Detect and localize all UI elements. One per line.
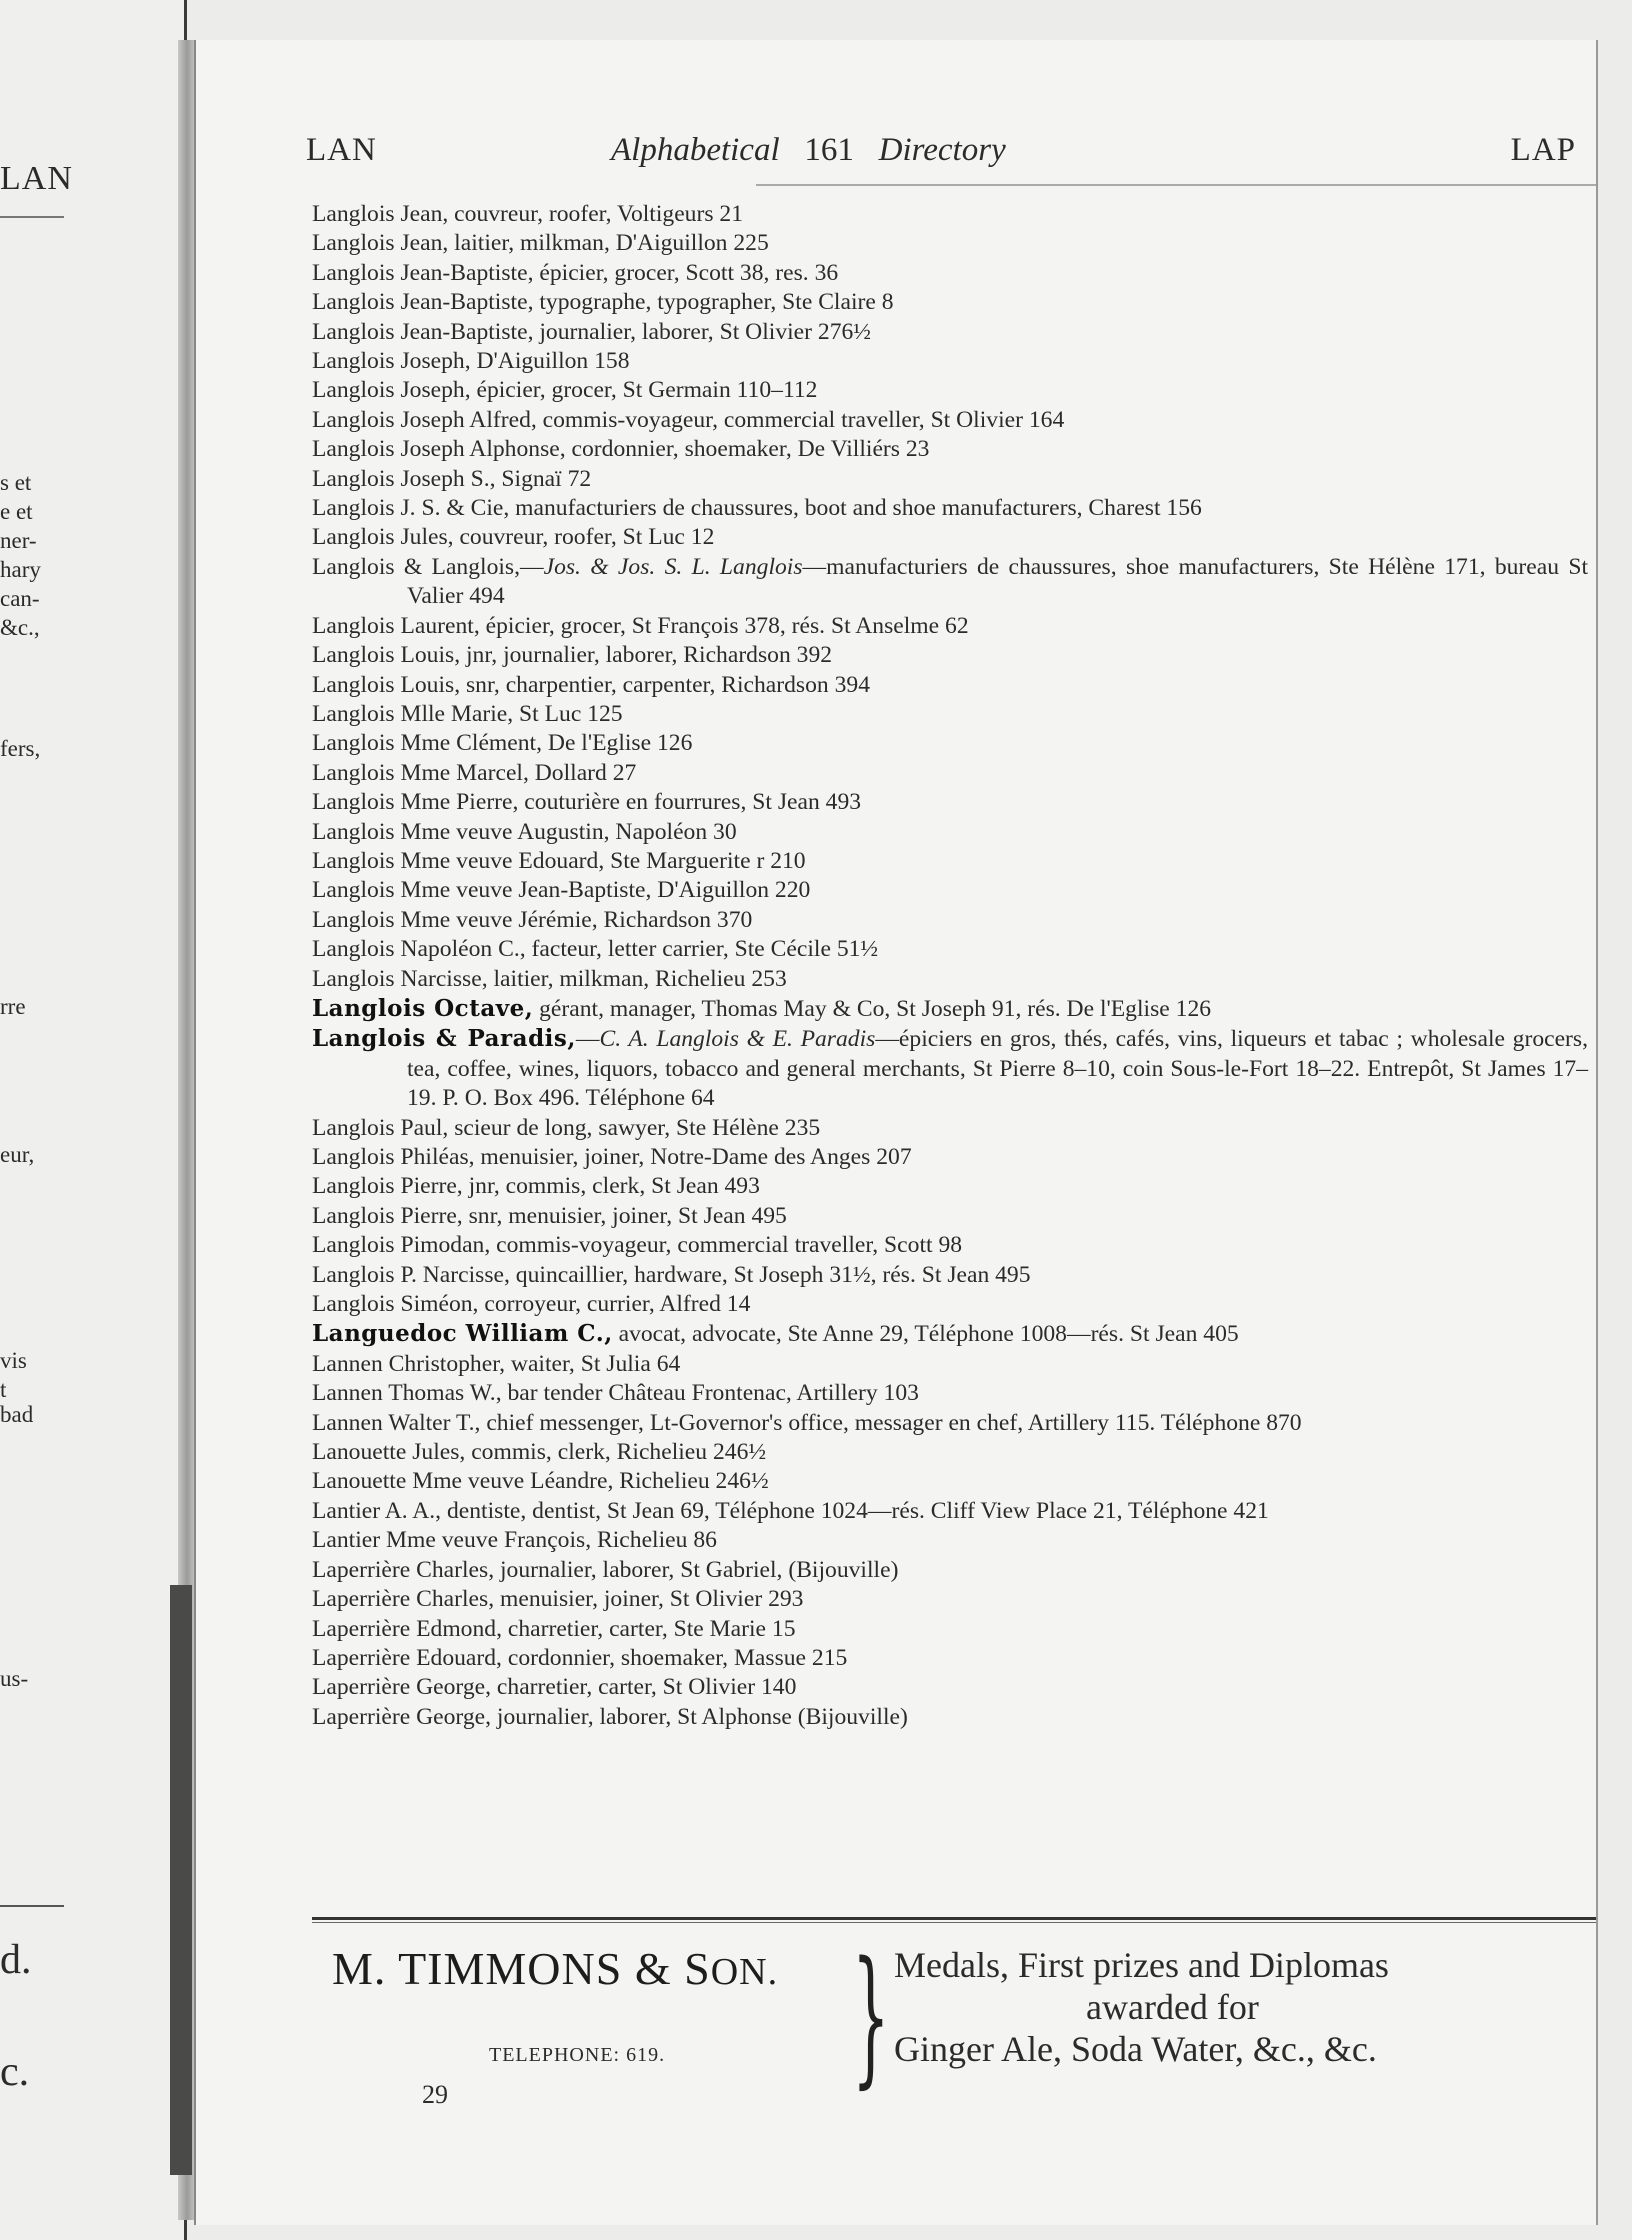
directory-entry [312, 1703, 1588, 1732]
directory-entry [312, 906, 1588, 935]
header-left-guide-word: LAN [306, 132, 377, 168]
entry-text: Langlois Jules, couvreur, roofer, St Luc 12 [312, 524, 715, 551]
directory-entry [312, 1526, 1588, 1555]
entry-text: Lannen Thomas W., bar tender Château Frontenac, Artillery 103 [312, 1380, 919, 1407]
directory-entry [312, 523, 1588, 552]
header-page-number: 161 [804, 132, 854, 168]
directory-entry [312, 347, 1588, 376]
directory-entry [312, 1438, 1588, 1467]
header-title [611, 132, 1006, 169]
directory-entry [312, 376, 1588, 405]
header-rule [756, 184, 1596, 186]
directory-entry [312, 494, 1588, 523]
entry-partners: Jos. & Jos. S. L. Langlois [543, 553, 803, 580]
left-page-text-fragment: fers, [0, 736, 41, 761]
entry-text: Langlois Mme Marcel, Dollard 27 [312, 759, 637, 786]
advertiser-telephone: TELEPHONE: 619. [489, 2044, 666, 2066]
entry-text: Langlois Laurent, épicier, grocer, St François 378, rés. St Anselme 62 [312, 612, 969, 639]
directory-entry [312, 1114, 1588, 1143]
advertiser-name-small: ON. [710, 1951, 779, 1993]
directory-entry [312, 435, 1588, 464]
directory-entry [312, 553, 1588, 612]
entry-text: Langlois Joseph Alphonse, cordonnier, shoemaker, De Villiérs 23 [312, 436, 930, 463]
entry-text: Lanouette Mme veuve Léandre, Richelieu 246½ [312, 1468, 769, 1495]
advertisement-line-2: awarded for [1086, 1987, 1259, 2027]
entry-text: Langlois Mme Pierre, couturière en fourrures, St Jean 493 [312, 789, 862, 816]
entry-text: Langlois Mme veuve Augustin, Napoléon 30 [312, 818, 737, 845]
entry-text: — [575, 1026, 600, 1053]
entry-text: Langlois Narcisse, laitier, milkman, Richelieu 253 [312, 965, 787, 992]
header-title-word-2: Directory [878, 132, 1006, 168]
directory-entry [312, 1290, 1588, 1319]
advertiser-name-main: M. TIMMONS & S [332, 1943, 711, 1994]
entry-text: Langlois Jean, laitier, milkman, D'Aiguillon 225 [312, 230, 769, 257]
advertisement-brace: } [852, 1930, 890, 2102]
entry-text: Laperrière Charles, menuisier, joiner, St Olivier 293 [312, 1586, 804, 1613]
entry-text: Lannen Christopher, waiter, St Julia 64 [312, 1350, 681, 1377]
directory-entry [312, 318, 1588, 347]
directory-entry [312, 1585, 1588, 1614]
directory-entry [312, 1261, 1588, 1290]
entry-text: Lanouette Jules, commis, clerk, Richelieu 246½ [312, 1439, 767, 1466]
entry-text: Langlois Jean-Baptiste, journalier, laborer, St Olivier 276½ [312, 318, 871, 345]
header-right-guide-word: LAP [1510, 132, 1576, 168]
directory-entry [312, 1350, 1588, 1379]
directory-entry [312, 965, 1588, 994]
directory-entry [312, 465, 1588, 494]
entry-text: Langlois & Langlois,— [312, 553, 544, 580]
entry-text: Langlois Jean-Baptiste, épicier, grocer, Scott 38, res. 36 [312, 259, 839, 286]
directory-entry [312, 1319, 1588, 1349]
entry-text: Laperrière George, charretier, carter, St Olivier 140 [312, 1674, 797, 1701]
directory-entry [312, 229, 1588, 258]
entry-text: Langlois Napoléon C., facteur, letter carrier, Ste Cécile 51½ [312, 936, 879, 963]
entry-text: Lantier A. A., dentiste, dentist, St Jean 69, Téléphone 1024—rés. Cliff View Place 21, Téléphone 421 [312, 1497, 1269, 1524]
directory-entry [312, 200, 1588, 229]
left-header-rule [0, 216, 64, 218]
entry-text: Langlois P. Narcisse, quincaillier, hardware, St Joseph 31½, rés. St Jean 495 [312, 1261, 1031, 1288]
left-page-text-fragment: bad [0, 1402, 34, 1427]
entry-text: Langlois Mme veuve Jérémie, Richardson 370 [312, 906, 753, 933]
left-page-text-fragment: eur, [0, 1142, 35, 1167]
left-page-ad-fragment: d. [0, 1937, 32, 1983]
directory-entry [312, 818, 1588, 847]
left-page-header: LAN [0, 160, 73, 197]
entry-bold-name: Languedoc William C., [312, 1320, 613, 1348]
entry-text-continued: —épiciers en gros, thés, cafés, vins, liqueurs et tabac ; wholesale grocers, tea, coffee, wines, liquors, tobacco and general merchants, St Pierre 8–10, coin Sous-le-Fort 18–22. Entrepôt, St James 17–19. P. O. Box 496. Téléphone 64 [407, 1026, 1588, 1112]
entry-text: Langlois Mme veuve Jean-Baptiste, D'Aiguillon 220 [312, 877, 811, 904]
directory-entry [312, 994, 1588, 1024]
entry-text: Laperrière Charles, journalier, laborer, St Gabriel, (Bijouville) [312, 1556, 899, 1583]
directory-entry [312, 1644, 1588, 1673]
entry-text: Laperrière George, journalier, laborer, St Alphonse (Bijouville) [312, 1703, 908, 1730]
left-page-ad-fragment: c. [0, 2049, 30, 2095]
left-page-text-fragment: s et [0, 470, 32, 495]
directory-entry [312, 1409, 1588, 1438]
entry-text: Langlois Siméon, corroyeur, currier, Alfred 14 [312, 1291, 751, 1318]
directory-entry [312, 1202, 1588, 1231]
entry-text: avocat, advocate, Ste Anne 29, Téléphone 1008—rés. St Jean 405 [612, 1321, 1239, 1348]
directory-entries [312, 200, 1588, 1732]
entry-text: Langlois Mme veuve Edouard, Ste Marguerite r 210 [312, 847, 806, 874]
advertisement-top-rule-thin [312, 1922, 1596, 1923]
directory-entry [312, 1172, 1588, 1201]
directory-entry [312, 1143, 1588, 1172]
directory-entry [312, 876, 1588, 905]
entry-text-continued: —manufacturiers de chaussures, shoe manufacturers, Ste Hélène 171, bureau St Valier 494 [407, 553, 1589, 610]
entry-text: Langlois Philéas, menuisier, joiner, Notre-Dame des Anges 207 [312, 1144, 912, 1170]
adjacent-left-page [0, 0, 187, 2240]
left-page-text-fragment: rre [0, 994, 26, 1019]
header-title-word-1: Alphabetical [611, 132, 780, 168]
directory-entry [312, 288, 1588, 317]
left-page-text-fragment: vis [0, 1348, 27, 1373]
entry-bold-name: Langlois Octave, [312, 994, 534, 1022]
entry-text: Langlois Jean-Baptiste, typographe, typographer, Ste Claire 8 [312, 289, 894, 316]
directory-entry [312, 1467, 1588, 1496]
entry-text: gérant, manager, Thomas May & Co, St Joseph 91, rés. De l'Eglise 126 [533, 995, 1212, 1022]
entry-text: Langlois Louis, jnr, journalier, laborer, Richardson 392 [312, 642, 833, 669]
advertiser-name [332, 1942, 778, 1995]
entry-text: Langlois Joseph, D'Aiguillon 158 [312, 348, 630, 375]
directory-entry [312, 1024, 1588, 1113]
directory-entry [312, 1556, 1588, 1585]
entry-text: Langlois Mlle Marie, St Luc 125 [312, 700, 623, 727]
advertisement-line-1: Medals, First prizes and Diplomas [894, 1945, 1389, 1985]
spine-binding-strip [170, 1585, 192, 2175]
entry-text: Langlois J. S. & Cie, manufacturiers de chaussures, boot and shoe manufacturers, Charest 156 [312, 495, 1202, 522]
entry-text: Langlois Joseph Alfred, commis-voyageur, commercial traveller, St Olivier 164 [312, 406, 1065, 433]
directory-entry [312, 259, 1588, 288]
entry-bold-name: Langlois & Paradis, [312, 1025, 576, 1053]
directory-entry [312, 641, 1588, 670]
directory-entry [312, 759, 1588, 788]
left-page-text-fragment: us- [0, 1666, 29, 1691]
entry-text: Langlois Louis, snr, charpentier, carpenter, Richardson 394 [312, 671, 871, 698]
entry-text: Langlois Joseph S., Signaï 72 [312, 465, 592, 492]
running-header [306, 132, 1576, 182]
entry-text: Lantier Mme veuve François, Richelieu 86 [312, 1527, 717, 1554]
entry-text: Langlois Paul, scieur de long, sawyer, Ste Hélène 235 [312, 1114, 821, 1141]
advertisement-top-rule [312, 1917, 1596, 1920]
directory-entry [312, 729, 1588, 758]
entry-text: Langlois Mme Clément, De l'Eglise 126 [312, 730, 693, 757]
entry-text: Langlois Pierre, snr, menuisier, joiner, St Jean 495 [312, 1202, 787, 1229]
left-ad-rule [0, 1905, 64, 1907]
entry-text: Langlois Jean, couvreur, roofer, Voltigeurs 21 [312, 201, 743, 227]
left-page-text-fragment: e et [0, 499, 33, 524]
directory-entry [312, 1673, 1588, 1702]
directory-page [194, 40, 1598, 2225]
directory-entry [312, 1379, 1588, 1408]
left-page-text-fragment: ner- [0, 528, 37, 553]
left-page-text-fragment: can- [0, 586, 40, 611]
left-page-text-fragment: hary [0, 557, 41, 582]
left-page-text-fragment: &c., [0, 615, 40, 640]
directory-entry [312, 700, 1588, 729]
entry-text: Langlois Joseph, épicier, grocer, St Germain 110–112 [312, 377, 818, 404]
entry-text: Laperrière Edmond, charretier, carter, Ste Marie 15 [312, 1615, 796, 1642]
directory-entry [312, 788, 1588, 817]
signature-mark: 29 [422, 2080, 448, 2109]
entry-text: Langlois Pimodan, commis-voyageur, commercial traveller, Scott 98 [312, 1232, 963, 1259]
advertisement-line-3: Ginger Ale, Soda Water, &c., &c. [894, 2029, 1377, 2069]
entry-text: Laperrière Edouard, cordonnier, shoemaker, Massue 215 [312, 1644, 848, 1671]
entry-text: Langlois Pierre, jnr, commis, clerk, St Jean 493 [312, 1173, 760, 1200]
directory-entry [312, 1231, 1588, 1260]
left-page-text-fragment: t [0, 1377, 7, 1402]
directory-entry [312, 935, 1588, 964]
directory-entry [312, 406, 1588, 435]
directory-entry [312, 1615, 1588, 1644]
directory-entry [312, 847, 1588, 876]
directory-entry [312, 612, 1588, 641]
entry-partners: C. A. Langlois & E. Paradis [599, 1026, 876, 1053]
directory-entry [312, 1497, 1588, 1526]
directory-entry [312, 671, 1588, 700]
entry-text: Lannen Walter T., chief messenger, Lt-Governor's office, messager en chef, Artillery 115. Téléphone 870 [312, 1409, 1302, 1436]
